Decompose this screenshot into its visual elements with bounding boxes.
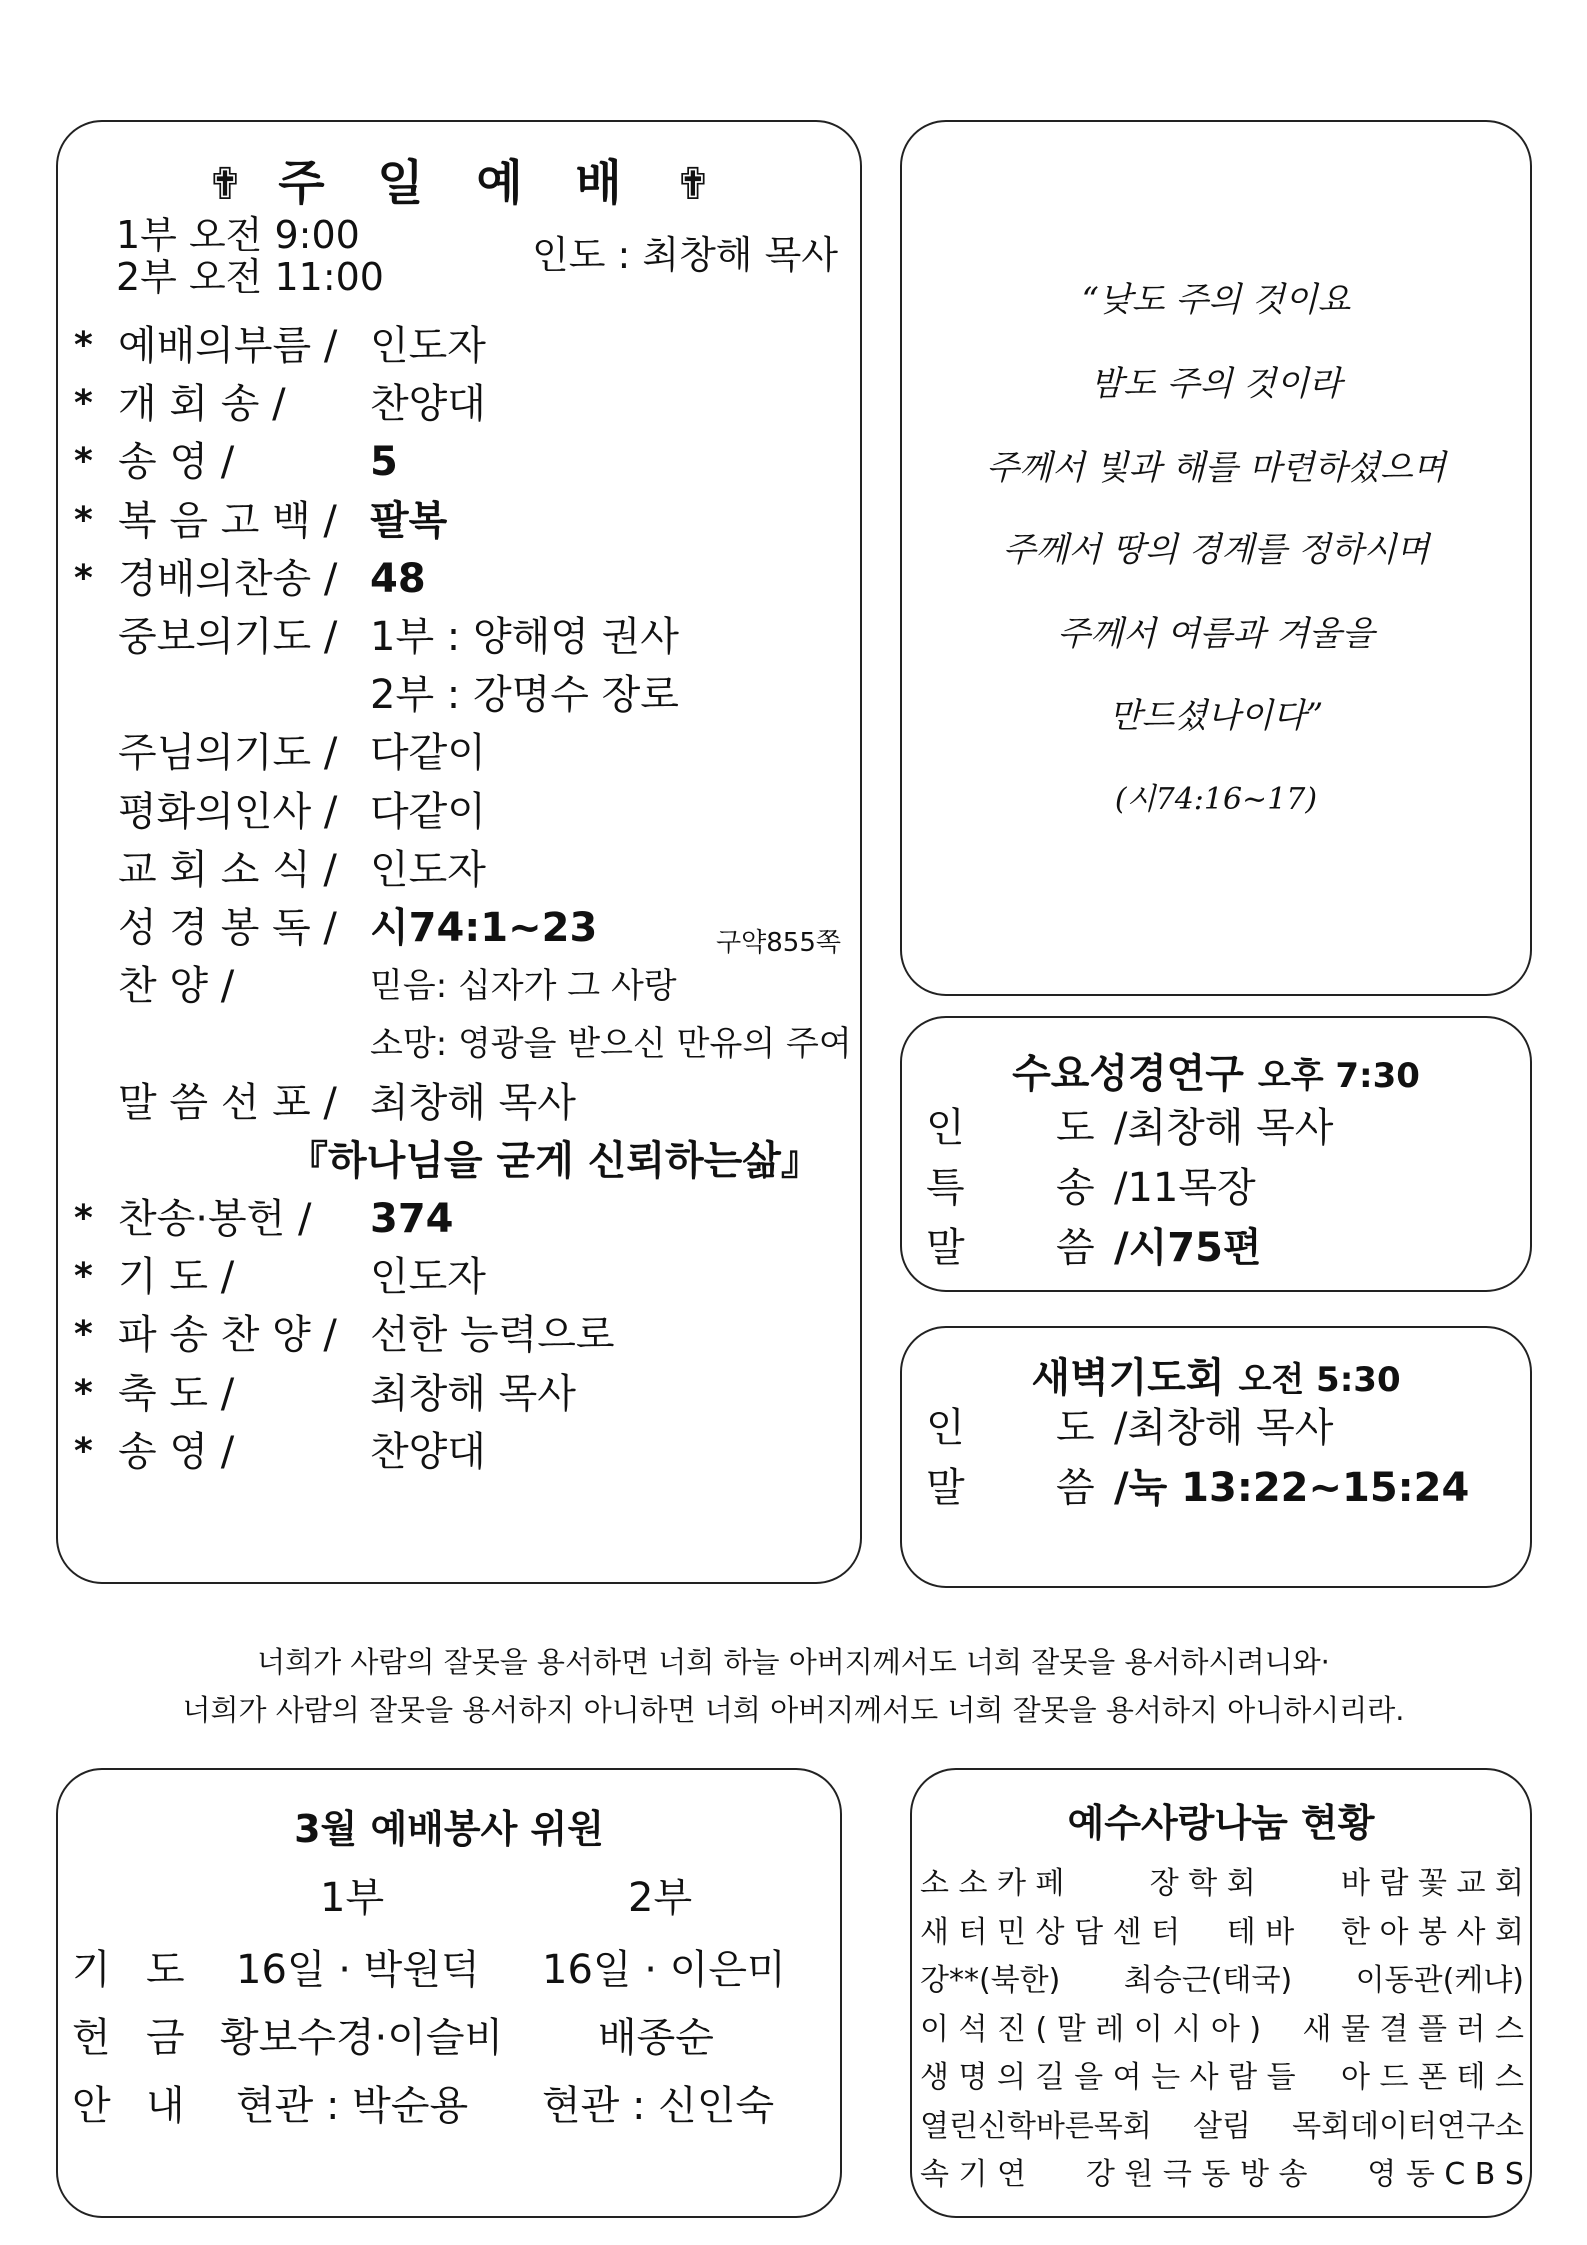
- required-star: *: [74, 441, 93, 483]
- server-name-1: 황보수경·이슬비: [220, 2015, 504, 2061]
- service-item-label: 예배의부름 /: [118, 323, 338, 369]
- server-role: 헌: [72, 2015, 111, 2061]
- sharing-row: [920, 1955, 1524, 1999]
- service-item-label: 교 회 소 식 /: [118, 846, 337, 893]
- sharing-item: 열린신학바른목회: [920, 2108, 1152, 2144]
- server-name-2: 16일 · 이은미: [542, 1947, 786, 1993]
- sharing-item: 강 원 극 동 방 송: [1085, 2157, 1308, 2192]
- sharing-title: 예수사랑나눔 현황: [1067, 1801, 1375, 1845]
- service-item: [58, 375, 858, 433]
- servers-title: 3월 예배봉사 위원: [294, 1807, 604, 1851]
- verse-line: (시74:16~17): [1114, 782, 1318, 817]
- quote-line-1: 너희가 사람의 잘못을 용서하면 너희 하늘 아버지께서도 너희 잘못을 용서하시려니와·: [257, 1645, 1330, 1679]
- wednesday-title: 수요성경연구 오후 7:30: [1012, 1051, 1420, 1097]
- sharing-item: 생 명 의 길 을 여 는 사 람 들: [920, 2060, 1296, 2095]
- service-item-value: 다같이: [370, 730, 486, 777]
- service-item-value: 시74:1~23: [370, 905, 598, 951]
- service-item-value: 48: [370, 555, 426, 602]
- sharing-item: 아 드 폰 테 스: [1340, 2060, 1524, 2095]
- service-item-label: 축 도 /: [118, 1370, 235, 1417]
- cross-icon: ✟: [674, 159, 712, 210]
- service-item-value: 팔복: [370, 497, 448, 544]
- sunday-worship-box: [56, 120, 862, 1584]
- required-star: *: [74, 499, 93, 541]
- server-name-1: 현관 : 박순용: [236, 2083, 469, 2129]
- worship-title: ✟ 주 일 예 배 ✟: [206, 155, 712, 211]
- service-item: [58, 1248, 858, 1306]
- sharing-item: 최승근(태국): [1123, 1963, 1293, 1998]
- required-star: *: [74, 383, 93, 425]
- service-item-value: 인도자: [370, 323, 486, 369]
- schedule-row: [926, 1458, 1506, 1518]
- service-item-value: 최창해 목사: [370, 1370, 576, 1417]
- wednesday-bible-study-box: [900, 1016, 1532, 1292]
- schedule-row-key: 씀: [1056, 1225, 1095, 1271]
- service-item-label: 기 도 /: [118, 1254, 235, 1301]
- sharing-item: 한 아 봉 사 회: [1340, 1914, 1524, 1950]
- required-star: *: [74, 1314, 93, 1356]
- server-name-2: 현관 : 신인숙: [542, 2083, 775, 2129]
- service-item: [58, 1190, 858, 1248]
- schedule-row: [926, 1158, 1506, 1218]
- schedule-row-key: 도: [1056, 1105, 1095, 1151]
- sharing-item: 영 동 C B S: [1367, 2157, 1524, 2192]
- service-item-label: 파 송 찬 양 /: [118, 1312, 337, 1359]
- service-item: [58, 841, 858, 899]
- service-item-label: 찬송·봉헌 /: [118, 1196, 312, 1242]
- server-role: 도: [146, 1947, 185, 1993]
- required-star: *: [74, 557, 93, 599]
- sharing-row: [920, 2101, 1524, 2145]
- service-item-value: 374: [370, 1196, 454, 1242]
- worship-leader: 인도 : 최창해 목사: [532, 233, 838, 277]
- server-role: 금: [146, 2015, 185, 2061]
- server-name-2: 배종순: [598, 2015, 714, 2061]
- service-item-label: 평화의인사 /: [118, 788, 338, 835]
- service-time-1: 1부 오전 9:00: [116, 213, 360, 257]
- quote-line-2: 너희가 사람의 잘못을 용서하지 아니하면 너희 아버지께서도 너희 잘못을 용서하지 아니하시리라.: [182, 1693, 1405, 1727]
- service-item-label: 찬 양 /: [118, 963, 235, 1010]
- service-item-value: 인도자: [370, 1254, 486, 1301]
- dawn-prayer-box: [900, 1326, 1532, 1588]
- service-item-value: 선한 능력으로: [370, 1312, 615, 1359]
- page-reference: 구약855쪽: [716, 928, 841, 958]
- service-item: [58, 1365, 858, 1423]
- schedule-row-key: 말: [926, 1225, 965, 1271]
- verse-line: 주께서 빛과 해를 마련하셨으며: [986, 448, 1446, 488]
- service-item: [58, 666, 858, 724]
- service-item: [58, 433, 858, 491]
- schedule-row-key: 씀: [1056, 1465, 1095, 1511]
- verse-line: 밤도 주의 것이라: [1090, 364, 1342, 404]
- sharing-item: 바 람 꽃 교 회: [1340, 1866, 1524, 1901]
- verse-line: “낮도 주의 것이요: [1081, 280, 1351, 320]
- service-item: [58, 783, 858, 841]
- service-item-value: 다같이: [370, 788, 486, 835]
- server-name-1: 16일 · 박원덕: [236, 1947, 480, 1993]
- sharing-item: 속 기 연: [920, 2157, 1027, 2192]
- sharing-row: [920, 2004, 1524, 2048]
- sharing-row: [920, 2149, 1524, 2193]
- required-star: *: [74, 1198, 93, 1239]
- service-item-value: 『하나님을 굳게 신뢰하는삶』: [288, 1137, 821, 1184]
- schedule-row-value: /최창해 목사: [1114, 1405, 1334, 1451]
- schedule-row-value: /11목장: [1114, 1165, 1256, 1211]
- schedule-row-key: 말: [926, 1465, 965, 1511]
- service-item: [58, 317, 858, 375]
- service-item-label: 성 경 봉 독 /: [118, 905, 337, 951]
- service-item: [58, 1423, 858, 1481]
- schedule-row-value: /시75편: [1114, 1225, 1262, 1271]
- dawn-title: 새벽기도회 오전 5:30: [1031, 1355, 1401, 1401]
- service-item: [58, 550, 858, 608]
- service-item: [58, 724, 858, 782]
- sharing-row: [920, 1907, 1524, 1951]
- schedule-row-key: 인: [926, 1405, 965, 1451]
- service-item-value: 최창해 목사: [370, 1079, 576, 1126]
- sharing-item: 테 바: [1226, 1914, 1295, 1950]
- required-star: *: [74, 325, 93, 366]
- service-item-value: 5: [370, 439, 398, 486]
- server-role: 내: [146, 2083, 185, 2129]
- verse-line: 주께서 땅의 경계를 정하시며: [1002, 530, 1430, 570]
- schedule-row: [926, 1398, 1506, 1458]
- server-role: 기: [72, 1947, 111, 1993]
- service-item-value: 인도자: [370, 846, 486, 893]
- required-star: *: [74, 1256, 93, 1298]
- service-item: [58, 1015, 858, 1073]
- schedule-row-key: 특: [926, 1165, 965, 1211]
- service-item-value: 1부 : 양해영 권사: [370, 614, 679, 660]
- service-item-label: 주님의기도 /: [118, 730, 338, 777]
- sharing-item: 이 석 진 ( 말 레 이 시 아 ): [920, 2011, 1262, 2047]
- schedule-row-key: 인: [926, 1105, 965, 1151]
- schedule-row: [926, 1218, 1506, 1278]
- sharing-item: 목회데이터연구소: [1292, 2108, 1524, 2144]
- servers-col-1: 1부: [320, 1875, 385, 1921]
- service-item-label: 말 씀 선 포 /: [118, 1079, 337, 1126]
- servers-col-2: 2부: [628, 1875, 693, 1921]
- server-role: 안: [72, 2083, 111, 2129]
- schedule-row-value: /최창해 목사: [1114, 1105, 1334, 1151]
- service-item-value: 찬양대: [370, 1428, 486, 1475]
- service-item: [58, 1306, 858, 1364]
- service-item-label: 경배의찬송 /: [118, 555, 338, 602]
- sharing-item: 살림: [1193, 2108, 1251, 2144]
- dawn-time: 오전 5:30: [1238, 1360, 1401, 1400]
- sharing-row: [920, 1858, 1524, 1902]
- schedule-row-value: /눅 13:22~15:24: [1114, 1465, 1470, 1511]
- sharing-item: 새 터 민 상 담 센 터: [920, 1914, 1181, 1950]
- sharing-item: 강**(북한): [920, 1963, 1061, 1998]
- verse-line: 주께서 여름과 겨울을: [1057, 614, 1375, 654]
- sharing-item: 장 학 회: [1149, 1866, 1256, 1901]
- jesus-love-sharing-box: [910, 1768, 1532, 2218]
- service-item: [58, 1132, 858, 1190]
- required-star: *: [74, 1372, 93, 1414]
- service-item-label: 송 영 /: [118, 439, 235, 486]
- sharing-item: 새 물 결 플 러 스: [1302, 2011, 1524, 2047]
- sharing-row: [920, 2052, 1524, 2096]
- worship-servers-box: [56, 1768, 842, 2218]
- service-item: [58, 608, 858, 666]
- wednesday-time: 오후 7:30: [1257, 1056, 1420, 1096]
- service-item-label: 개 회 송 /: [118, 381, 286, 428]
- sharing-item: 소 소 카 페: [920, 1866, 1065, 1901]
- verse-box: [900, 120, 1532, 996]
- required-star: *: [74, 1430, 93, 1472]
- service-item-label: 중보의기도 /: [118, 614, 338, 660]
- verse-line: 만드셨나이다”: [1108, 696, 1324, 736]
- cross-icon: ✟: [206, 159, 244, 210]
- schedule-row-key: 송: [1056, 1165, 1095, 1211]
- schedule-row-key: 도: [1056, 1405, 1095, 1451]
- service-item: [58, 1074, 858, 1132]
- service-item-value: 소망: 영광을 받으신 만유의 주여: [370, 1024, 852, 1065]
- service-item-value: 믿음: 십자가 그 사랑: [370, 966, 677, 1007]
- service-item-label: 송 영 /: [118, 1428, 235, 1475]
- service-time-2: 2부 오전 11:00: [116, 255, 384, 299]
- service-item-label: 복 음 고 백 /: [118, 497, 337, 544]
- sharing-item: 이동관(케냐): [1355, 1963, 1524, 1998]
- service-item-value: 찬양대: [370, 381, 486, 428]
- schedule-row: [926, 1098, 1506, 1158]
- service-item-value: 2부 : 강명수 장로: [370, 672, 679, 719]
- service-item: [58, 492, 858, 550]
- service-item: [58, 957, 858, 1015]
